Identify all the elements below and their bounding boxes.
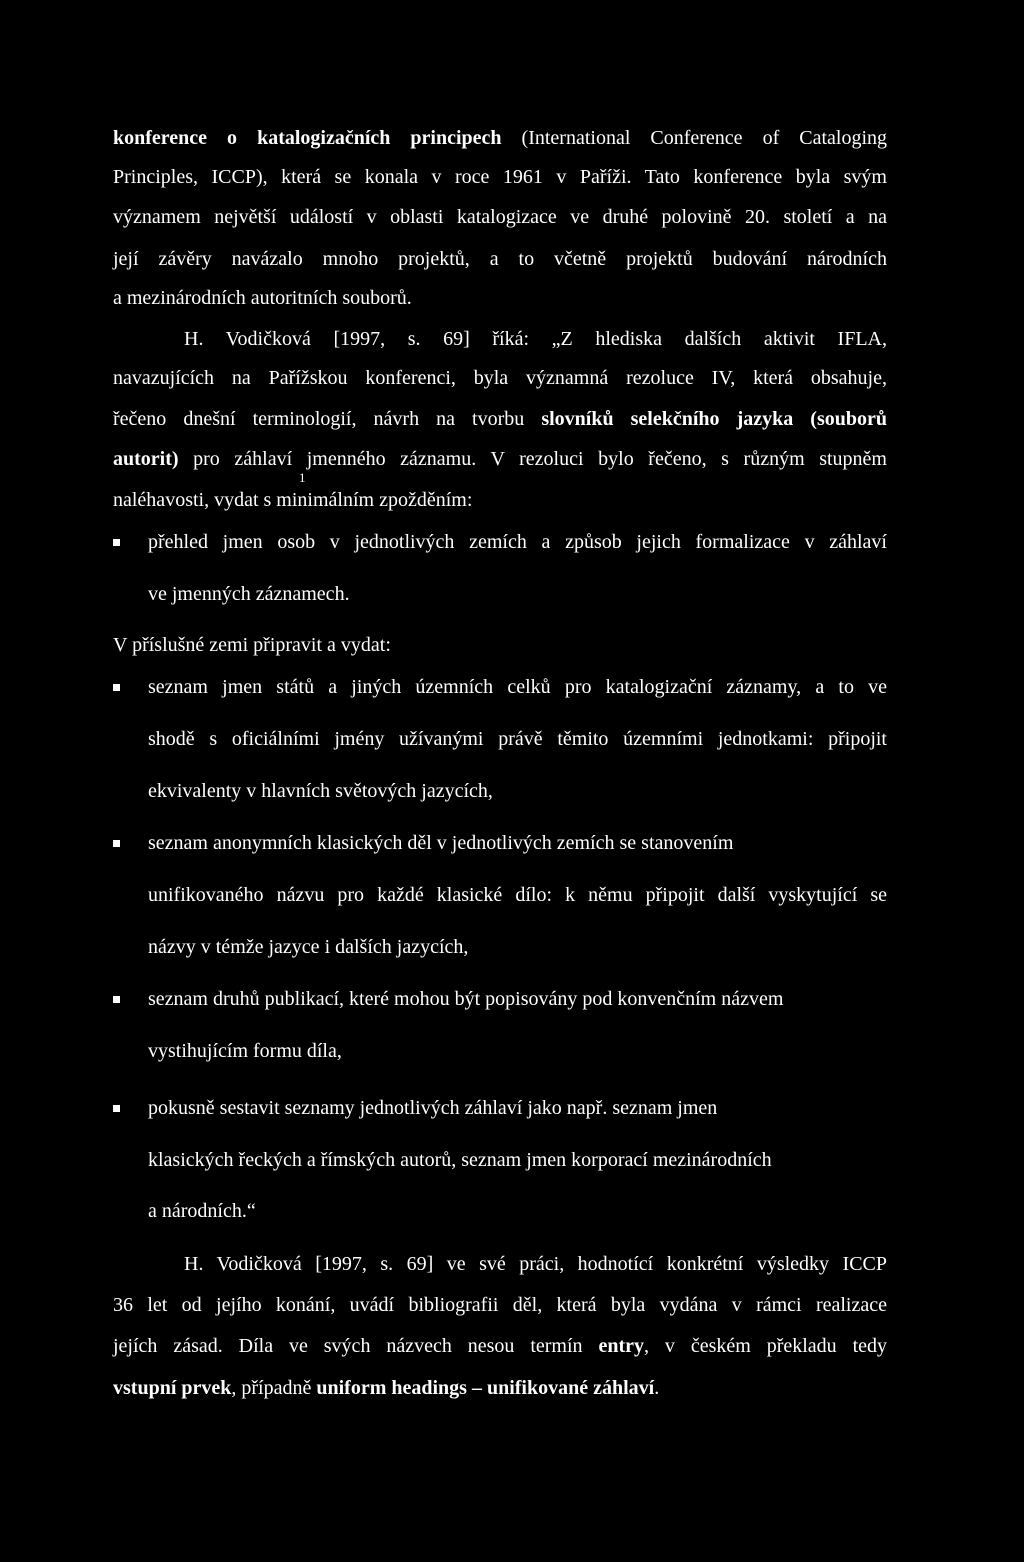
list1-item-1-line-2: ve jmenných záznamech. <box>148 583 350 605</box>
bold-term: autorit) <box>113 448 179 470</box>
list2-item-4-line-1: pokusně sestavit seznamy jednotlivých záhlaví jako např. seznam jmen <box>148 1097 718 1119</box>
p4-line-2: 36 let od jejího konání, uvádí bibliografii děl, která byla vydána v rámci realizace <box>113 1294 887 1316</box>
bullet-icon <box>113 1105 120 1112</box>
list2-item-2-line-1: seznam anonymních klasických děl v jednotlivých zemích se stanovením <box>148 832 734 854</box>
list2-item-3-line-2: vystihujícím formu díla, <box>148 1040 342 1062</box>
list2-item-3-line-1: seznam druhů publikací, které mohou být popisovány pod konvenčním názvem <box>148 988 784 1010</box>
bullet-icon <box>113 840 120 847</box>
p1-line-2: Principles, ICCP), která se konala v roce 1961 v Paříži. Tato konference byla svým <box>113 166 887 188</box>
list2-item-2-line-2: unifikovaného názvu pro každé klasické dílo: k němu připojit další vyskytující se <box>148 884 887 906</box>
list2-item-4-line-2: klasických řeckých a římských autorů, seznam jmen korporací mezinárodních <box>148 1149 772 1171</box>
list2-item-1-line-2: shodě s oficiálními jmény užívanými právě těmito územními jednotkami: připojit <box>148 728 887 750</box>
bold-term: slovníků selekčního jazyka (souborů <box>541 408 887 430</box>
p2-line-2: navazujících na Pařížskou konferenci, byla významná rezoluce IV, která obsahuje, <box>113 367 887 389</box>
p4-line-4: vstupní prvek, případně uniform headings – unifikované záhlaví. <box>113 1377 660 1399</box>
p2-line-3: řečeno dnešní terminologií, návrh na tvorbu slovníků selekčního jazyka (souborů <box>113 408 887 430</box>
p2-line-4: autorit) pro záhlaví jmenného záznamu. V rezoluci bylo řečeno, s různým stupněm <box>113 448 887 470</box>
bold-term: entry <box>598 1335 644 1357</box>
bullet-icon <box>113 684 120 691</box>
list2-item-1-line-1: seznam jmen států a jiných územních celků pro katalogizační záznamy, a to ve <box>148 676 887 698</box>
p3-line: V příslušné zemi připravit a vydat: <box>113 634 391 656</box>
list2-item-2-line-3: názvy v témže jazyce i dalších jazycích, <box>148 936 469 958</box>
list1-item-1-line-1: přehled jmen osob v jednotlivých zemích a způsob jejich formalizace v záhlaví <box>148 531 887 553</box>
bold-term: vstupní prvek <box>113 1377 232 1399</box>
p2-line-1: H. Vodičková [1997, s. 69] říká: „Z hlediska dalších aktivit IFLA, <box>184 328 887 350</box>
p1-line-4: její závěry navázalo mnoho projektů, a to včetně projektů budování národních <box>113 248 887 270</box>
p1-line-5: a mezinárodních autoritních souborů. <box>113 287 412 309</box>
bold-term: uniform headings – unifikované záhlaví <box>316 1377 655 1399</box>
p1-line-3: významem největší událostí v oblasti katalogizace ve druhé polovině 20. století a na <box>113 206 887 228</box>
p4-line-3: jejích zásad. Díla ve svých názvech nesou termín entry, v českém překladu tedy <box>113 1335 888 1357</box>
bold-term: konference o katalogizačních principech <box>113 127 502 149</box>
p4-line-1: H. Vodičková [1997, s. 69] ve své práci, hodnotící konkrétní výsledky ICCP <box>184 1253 887 1275</box>
handwritten-annotation: 1 <box>299 470 306 485</box>
list2-item-1-line-3: ekvivalenty v hlavních světových jazycích, <box>148 780 493 802</box>
p1-line-1: konference o katalogizačních principech (International Conference of Cataloging <box>113 127 887 149</box>
p2-line-5: naléhavosti, vydat s minimálním zpožděním: <box>113 489 473 511</box>
bullet-icon <box>113 996 120 1003</box>
bullet-icon <box>113 539 120 546</box>
list2-item-4-line-3: a národních.“ <box>148 1200 256 1222</box>
